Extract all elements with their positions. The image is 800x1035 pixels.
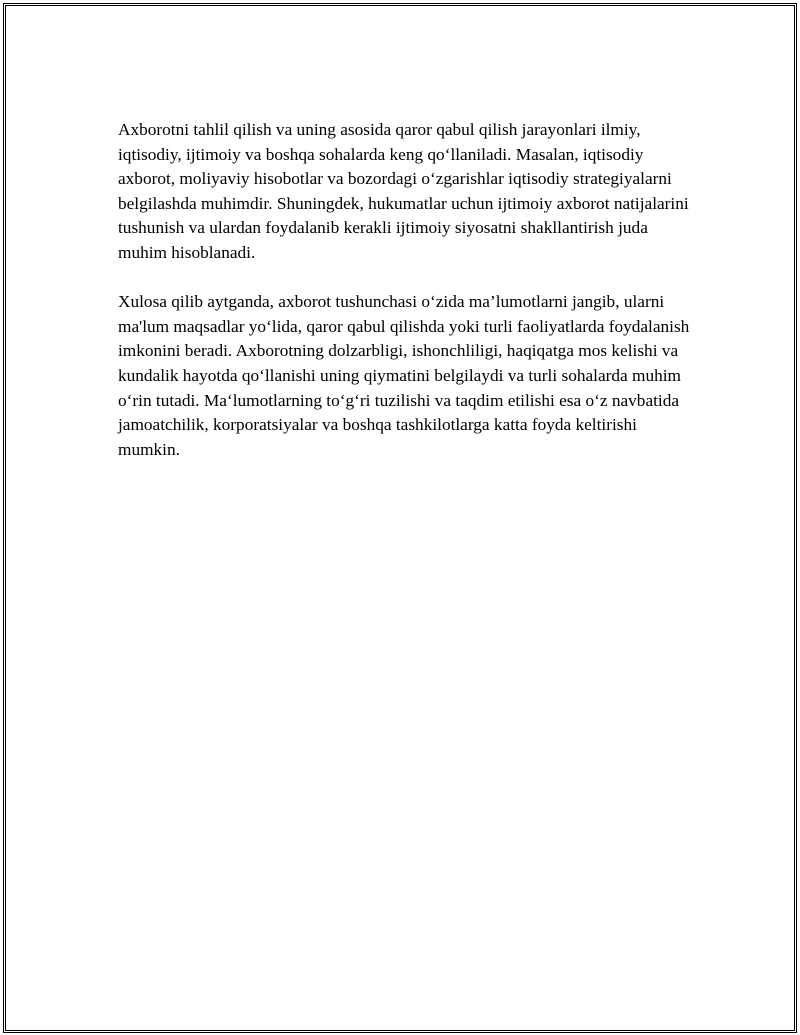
paragraph-1: Axborotni tahlil qilish va uning asosida qaror qabul qilish jarayonlari ilmiy, iqtisodiy, ijtimoiy va boshqa sohalarda keng qo‘llaniladi. Masalan, iqtisodiy axborot, moliyaviy hisobotlar va bozordagi o‘zgarishlar iqtisodiy strategiyalarni belgilashda muhimdir. Shuningdek, hukumatlar uchun ijtimoiy axborot natijalarini tushunish va ulardan foydalanib kerakli ijtimoiy siyosatni shakllantirish juda muhim hisoblanadi. [118, 120, 689, 262]
document-body [118, 118, 693, 487]
paragraph-2: Xulosa qilib aytganda, axborot tushunchasi o‘zida ma’lumotlarni jangib, ularni ma'lum maqsadlar yo‘lida, qaror qabul qilishda yoki turli faoliyatlarda foydalanish imkonini beradi. Axborotning dolzarbligi, ishonchliligi, haqiqatga mos kelishi va kundalik hayotda qo‘llanishi uning qiymatini belgilaydi va turli sohalarda muhim o‘rin tutadi. Ma‘lumotlarning to‘g‘ri tuzilishi va taqdim etilishi esa o‘z navbatida jamoatchilik, korporatsiyalar va boshqa tashkilotlarga katta foyda keltirishi mumkin. [118, 292, 690, 459]
